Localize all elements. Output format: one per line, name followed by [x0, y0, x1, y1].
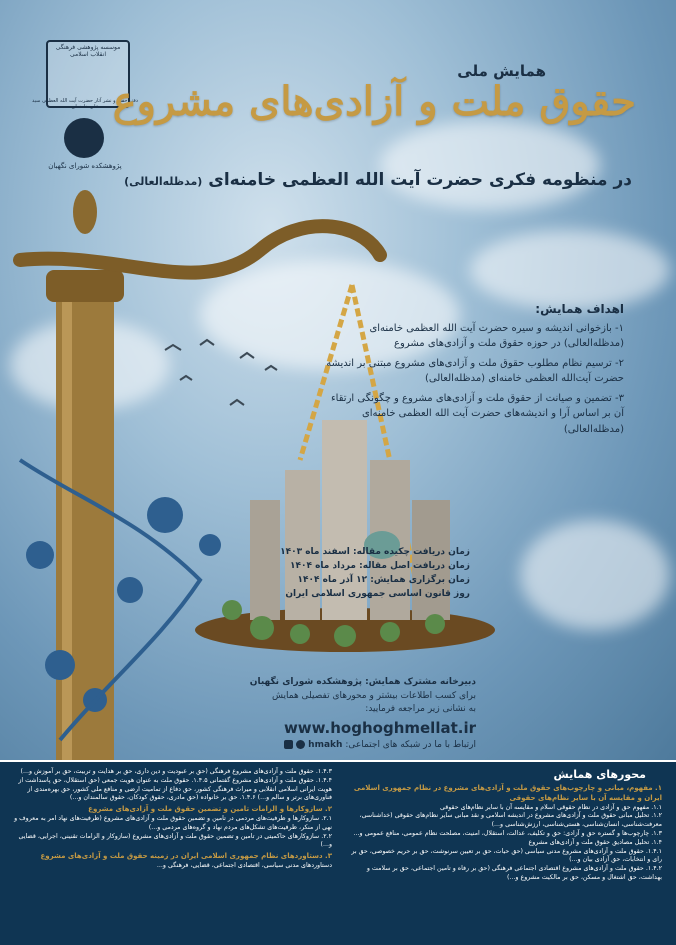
axis-item: ۱. مفهوم، مبانی و چارچوب‌های حقوق ملت و آزادی‌های مشروع در نظام جمهوری اسلامی ایران و مقایسه آن با سایر نظام‌های حقوقی: [353, 784, 662, 802]
page-title: حقوق ملت و آزادی‌های مشروع: [112, 78, 636, 125]
goal-item: ۳- تضمین و صیانت از حقوق ملت و آزادی‌های مشروع و چگونگی ارتقاء آن بر اساس آرا و اندیشه‌های حضرت آیت الله العظمی خامنه‌ای (مدظله‌العالی): [330, 392, 624, 435]
axis-item: ۱.۴.۲. حقوق ملت و آزادی‌های مشروع اقتصادی اجتماعی فرهنگی (حق بر رفاه و تامین اجتماعی، حق بر سلامت و بهداشت، حق اشتغال و مسکن، حق بر مالکیت مشروع و...): [366, 865, 662, 882]
subtitle-tag: (مدظله‌العالی): [124, 175, 203, 188]
axis-item: ۲. سازوکارها و الزامات تامین و تضمین حقوق ملت و آزادی‌های مشروع: [88, 805, 332, 814]
date-item: زمان دریافت چکیده مقاله: اسفند ماه ۱۴۰۳: [280, 547, 470, 557]
subtitle-text: در منظومه فکری حضرت آیت الله العظمی خامنه‌ای: [208, 170, 632, 190]
axis-item: ۲.۱. سازوکارها و ظرفیت‌های مردمی در تامین و تضمین حقوق ملت و آزادی‌های مشروع (ظرفیت‌های نهاد امر به معروف و نهی از منکر، ظرفیت‌های تشکل‌های مردم نهاد و گروه‌های مردمی و...): [14, 815, 332, 831]
birds: [165, 340, 277, 405]
pillar-capital: [46, 270, 124, 302]
secretariat-line: برای کسب اطلاعات بیشتر و محورهای تفصیلی همایش: [272, 690, 476, 701]
telegram-icon[interactable]: [296, 740, 305, 749]
axes-left-column: [14, 768, 332, 871]
axis-item: ۱.۴. تحلیل مصادیق حقوق ملت و آزادی‌های مشروع: [528, 838, 662, 846]
guardian-council-caption: پژوهشکده شورای نگهبان: [48, 162, 122, 170]
scale-beam: [20, 226, 380, 272]
floral-ornament: [26, 497, 221, 712]
secretariat-line: دبیرخانه مشترک همایش: پژوهشکده شورای نگهبان: [249, 677, 476, 687]
guardian-council-logo: [64, 118, 104, 158]
website-link[interactable]: www.hoghoghmellat.ir: [283, 718, 476, 737]
axis-item: ۲.۲. سازوکارهای حاکمیتی در تامین و تضمین حقوق ملت و آزادی‌های مشروع (سازوکار و الزامات تقنینی، اجرایی، قضایی و...): [18, 832, 332, 849]
date-item: روز قانون اساسی جمهوری اسلامی ایران: [285, 588, 470, 599]
axes-right-column: [344, 784, 662, 883]
social-label: ارتباط با ما در شبکه های اجتماعی:: [345, 740, 476, 750]
goal-item: ۲- ترسیم نظام مطلوب حقوق ملت و آزادی‌های مشروع مبتنی بر اندیشه حضرت آیت‌الله العظمی خامنه‌ای (مدظله‌العالی): [326, 357, 624, 385]
logo-subcaption: دفتر حفظ و نشر آثار حضرت آیت الله العظمی سید علی خامنه‌ای: [32, 98, 138, 110]
secretariat-section: [216, 676, 476, 753]
axis-item: دستاوردهای مدنی سیاسی، اقتصادی اجتماعی، قضایی، فرهنگی و...: [156, 862, 332, 870]
pillar-finial: [73, 190, 97, 234]
goal-item: ۱- بازخوانی اندیشه و سیره حضرت آیت الله العظمی خامنه‌ای (مدظله‌العالی) در حوزه حقوق ملت و آزادی‌های مشروع: [369, 322, 624, 350]
axis-item: ۱.۲. تحلیل مبانی حقوق ملت و آزادی‌های مشروع در اندیشه اسلامی و نقد مبانی سایر نظام‌های حقوقی (خداشناسی، معرفت‌شناسی، انسان‌شناسی، هستی‌شناسی، ارزش‌شناسی و...): [359, 812, 662, 829]
axis-item: ۱.۴.۳. حقوق ملت و آزادی‌های مشروع فرهنگی (حق بر عبودیت و دین داری، حق بر هدایت و تربیت، حق بر آموزش و...) ۱.۴.۴. حقوق ملت و آزادی‌های مشروع گفتمانی ۱.۴.۵. حقوق ملت به عنوان هویت جمعی (حق استقلال، حق پاسداشت از هویت ایرانی اسلامی انقلابی و میراث فرهنگی کشور، حق دفاع از تمامیت ارضی و منافع ملی کشور، حق بهره‌مندی از فناوری‌های برتر و سالم و...) ۱.۴.۶. حق بر خانواده (حق مادری، حقوق کودکان، حقوق سالمندان و...): [18, 768, 332, 802]
subtitle: [124, 170, 632, 190]
date-item: زمان برگزاری همایش: ۱۲ آذر ماه ۱۴۰۴: [297, 574, 470, 585]
date-item: زمان دریافت اصل مقاله: مرداد ماه ۱۴۰۴: [289, 560, 470, 571]
secretariat-line: به نشانی زیر مراجعه فرمایید:: [365, 704, 476, 714]
axis-item: ۳. دستاوردهای نظام جمهوری اسلامی ایران در زمینه حقوق ملت و آزادی‌های مشروع: [40, 852, 332, 861]
axes-heading: محورهای همایش: [553, 768, 646, 781]
instagram-icon[interactable]: [284, 740, 293, 749]
goals-heading: اهداف همایش:: [535, 302, 624, 316]
axis-item: ۱.۴.۱. حقوق ملت و آزادی‌های مشروع مدنی سیاسی (حق حیات، حق بر تعیین سرنوشت، حق بر حریم خصوصی، حق بر رای و انتخابات، حق آزادی بیان و...): [351, 847, 662, 864]
goals-section: [324, 300, 624, 437]
social-row: [216, 739, 476, 753]
dates-section: [270, 546, 470, 602]
axis-item: ۱.۱. مفهوم حق و آزادی در نظام حقوقی اسلام و مقایسه آن با سایر نظام‌های حقوقی: [440, 803, 662, 811]
logo-caption: موسسه پژوهشی فرهنگی انقلاب اسلامی: [55, 44, 121, 58]
social-handle[interactable]: hmakh: [308, 740, 343, 750]
axis-item: ۱.۳. چارچوب‌ها و گستره حق و آزادی: حق و تکلیف، عدالت، استقلال، امنیت، مصلحت نظام عمومی، منافع عمومی و...: [353, 830, 662, 838]
event-type: همایش ملی: [457, 62, 546, 80]
